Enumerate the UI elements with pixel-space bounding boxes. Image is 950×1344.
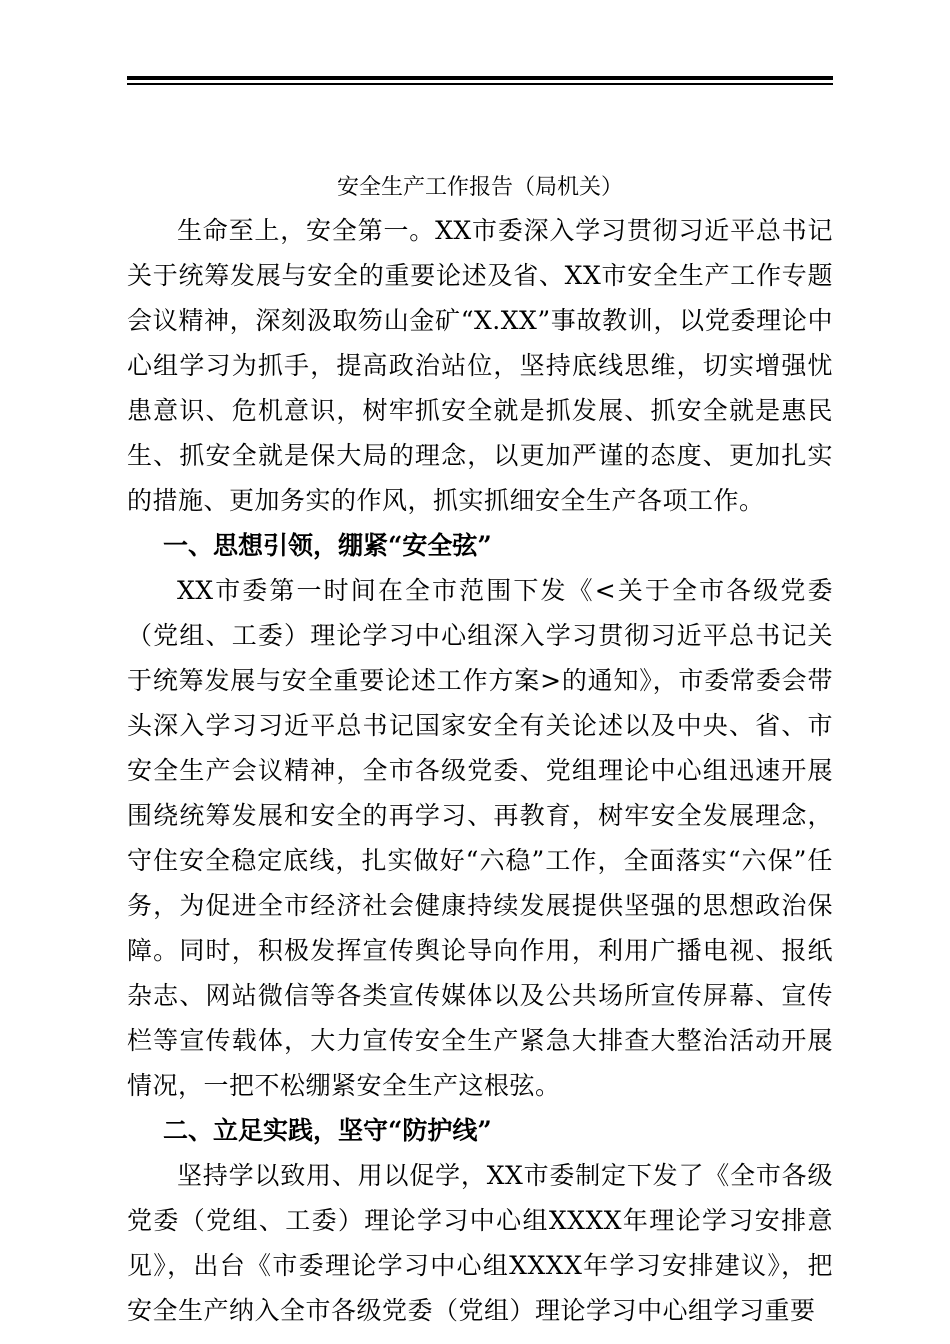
document-title: 安全生产工作报告（局机关） (336, 175, 623, 200)
section-2-heading: 二、立足实践，坚守“防护线” (163, 1116, 492, 1145)
section-1-heading: 一、思想引领，绷紧“安全弦” (163, 531, 492, 560)
intro-paragraph: 生命至上，安全第一。XX市委深入学习贯彻习近平总书记关于统筹发展与安全的重要论述及省、XX市安全生产工作专题会议精神，深刻汲取笏山金矿“X.XX”事故教训，以党委理论中心组学习为抓手，提高政治站位，坚持底线思维，切实增强忧患意识、危机意识，树牢抓安全就是抓发展、抓安全就是惠民生、抓安全就是保大局的理念，以更加严谨的态度、更加扎实的措施、更加务实的作风，抓实抓细安全生产各项工作。 (127, 216, 833, 515)
header-rule-thick (127, 76, 833, 80)
header-rule-thin (127, 83, 833, 85)
section-1-paragraph: XX市委第一时间在全市范围下发《<关于全市各级党委（党组、工委）理论学习中心组深入学习贯彻习近平总书记关于统筹发展与安全重要论述工作方案>的通知》，市委常委会带头深入学习习近平总书记国家安全有关论述以及中央、省、市安全生产会议精神，全市各级党委、党组理论中心组迅速开展围绕统筹发展和安全的再学习、再教育，树牢安全发展理念，守住安全稳定底线，扎实做好“六稳”工作，全面落实“六保”任务，为促进全市经济社会健康持续发展提供坚强的思想政治保障。同时，积极发挥宣传舆论导向作用，利用广播电视、报纸杂志、网站微信等各类宣传媒体以及公共场所宣传屏幕、宣传栏等宣传载体，大力宣传安全生产紧急大排查大整治活动开展情况，一把不松绷紧安全生产这根弦。 (127, 576, 833, 1100)
header-double-rule (127, 76, 833, 87)
section-2-paragraph: 坚持学以致用、用以促学，XX市委制定下发了《全市各级党委（党组、工委）理论学习中心组XXXX年理论学习安排意见》，出台《市委理论学习中心组XXXX年学习安排建议》，把安全生产纳入全市各级党委（党组）理论学习中心组学习重要 (127, 1161, 833, 1325)
document-body (127, 168, 833, 1333)
